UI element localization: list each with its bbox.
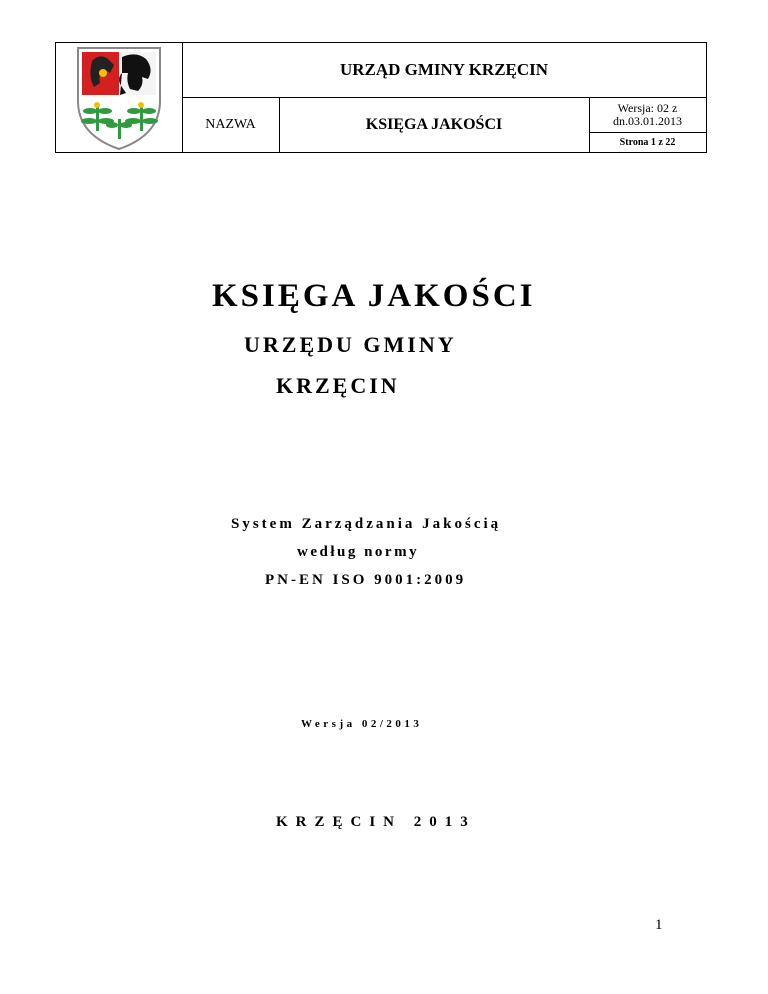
version-info bbox=[589, 97, 706, 133]
coat-of-arms-icon bbox=[56, 43, 182, 152]
title-line-3: KRZĘCIN bbox=[276, 373, 400, 398]
document-name: KSIĘGA JAKOŚCI bbox=[279, 97, 590, 152]
version-line-1: Wersja: 02 z bbox=[617, 100, 678, 115]
office-title: URZĄD GMINY KRZĘCIN bbox=[182, 43, 706, 98]
page-number: 1 bbox=[655, 917, 663, 933]
subtitle-line-1: System Zarządzania Jakością bbox=[231, 516, 502, 532]
subtitle-line-3: PN-EN ISO 9001:2009 bbox=[265, 572, 467, 588]
title-line-2: URZĘDU GMINY bbox=[244, 332, 457, 357]
header-table bbox=[55, 42, 707, 153]
logo-cell bbox=[56, 43, 183, 152]
version-line-2: dn.03.01.2013 bbox=[613, 113, 682, 128]
main-title: KSIĘGA JAKOŚCI bbox=[212, 278, 536, 314]
version-label: Wersja 02/2013 bbox=[301, 718, 423, 730]
page-info: Strona 1 z 22 bbox=[619, 136, 676, 148]
name-label: NAZWA bbox=[182, 97, 280, 152]
subtitle-line-2: według normy bbox=[297, 544, 420, 560]
place-year: KRZĘCIN 2013 bbox=[276, 814, 476, 830]
